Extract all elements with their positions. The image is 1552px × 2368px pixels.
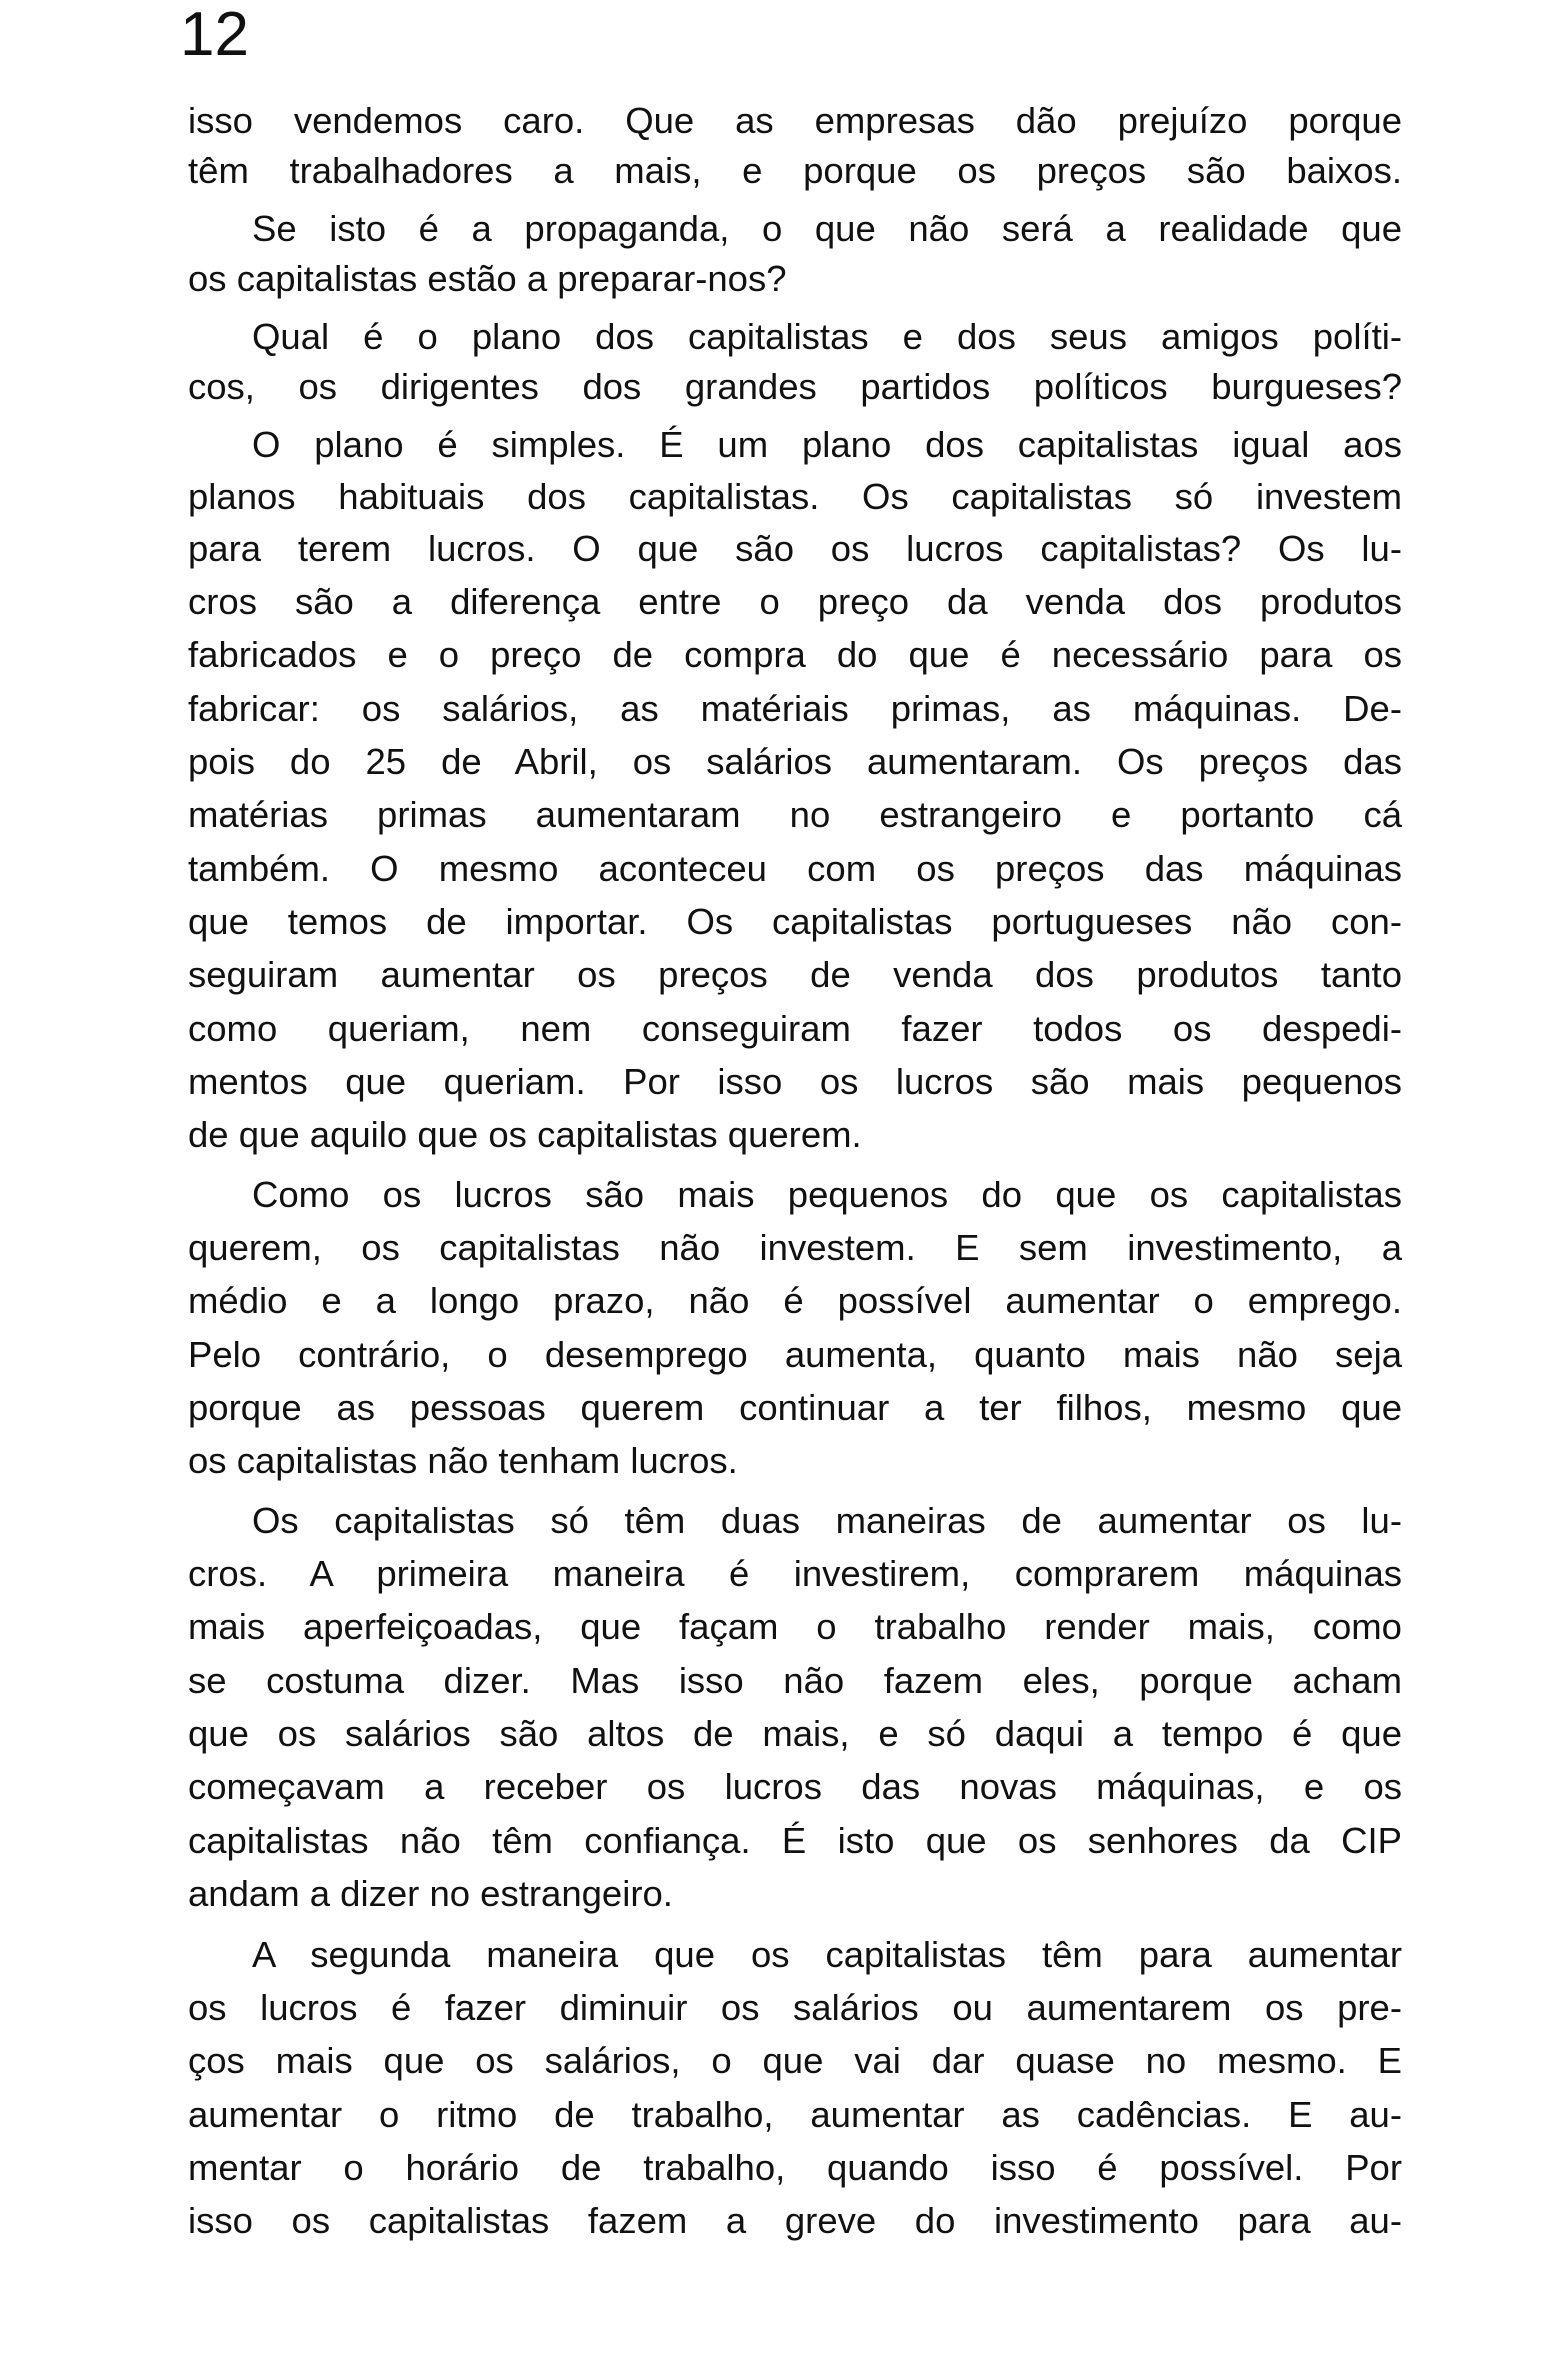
text-line: pois do 25 de Abril, os salários aumentaram. Os preços das <box>188 741 1402 782</box>
text-line: aumentar o ritmo de trabalho, aumentar as cadências. E au- <box>188 2094 1402 2135</box>
text-line: que temos de importar. Os capitalistas portugueses não con- <box>188 901 1402 942</box>
text-line: se costuma dizer. Mas isso não fazem eles, porque acham <box>188 1660 1402 1701</box>
text-line: porque as pessoas querem continuar a ter filhos, mesmo que <box>188 1387 1402 1428</box>
text-line: Os capitalistas só têm duas maneiras de aumentar os lu- <box>252 1500 1402 1541</box>
text-line: os lucros é fazer diminuir os salários ou aumentarem os pre- <box>188 1987 1402 2028</box>
text-line: para terem lucros. O que são os lucros capitalistas? Os lu- <box>188 528 1402 569</box>
text-line: de que aquilo que os capitalistas querem. <box>188 1114 862 1155</box>
text-line: matérias primas aumentaram no estrangeiro e portanto cá <box>188 794 1402 835</box>
text-line: querem, os capitalistas não investem. E sem investimento, a <box>188 1227 1402 1268</box>
text-line: capitalistas não têm confiança. É isto que os senhores da CIP <box>188 1820 1402 1861</box>
text-line: ços mais que os salários, o que vai dar quase no mesmo. E <box>188 2040 1402 2081</box>
text-line: isso os capitalistas fazem a greve do investimento para au- <box>188 2200 1402 2241</box>
text-line: Se isto é a propaganda, o que não será a realidade que <box>252 208 1402 249</box>
text-line: também. O mesmo aconteceu com os preços das máquinas <box>188 848 1402 889</box>
text-line: O plano é simples. É um plano dos capitalistas igual aos <box>252 424 1402 465</box>
text-line: fabricar: os salários, as matériais primas, as máquinas. De- <box>188 688 1402 729</box>
page-number: 12 <box>180 0 249 69</box>
text-line: Pelo contrário, o desemprego aumenta, quanto mais não seja <box>188 1334 1402 1375</box>
text-line: cos, os dirigentes dos grandes partidos políticos burgueses? <box>188 366 1402 407</box>
text-line: isso vendemos caro. Que as empresas dão prejuízo porque <box>188 100 1402 141</box>
text-line: cros. A primeira maneira é investirem, comprarem máquinas <box>188 1553 1402 1594</box>
text-line: A segunda maneira que os capitalistas têm para aumentar <box>252 1934 1402 1975</box>
text-line: cros são a diferença entre o preço da venda dos produtos <box>188 581 1402 622</box>
text-line: mentos que queriam. Por isso os lucros são mais pequenos <box>188 1061 1402 1102</box>
text-line: mais aperfeiçoadas, que façam o trabalho render mais, como <box>188 1606 1402 1647</box>
text-line: andam a dizer no estrangeiro. <box>188 1873 673 1914</box>
text-line: têm trabalhadores a mais, e porque os preços são baixos. <box>188 150 1402 191</box>
text-line: que os salários são altos de mais, e só daqui a tempo é que <box>188 1713 1402 1754</box>
text-line: médio e a longo prazo, não é possível aumentar o emprego. <box>188 1280 1402 1321</box>
text-line: os capitalistas estão a preparar-nos? <box>188 258 787 299</box>
text-line: começavam a receber os lucros das novas máquinas, e os <box>188 1766 1402 1807</box>
text-line: como queriam, nem conseguiram fazer todos os despedi- <box>188 1008 1402 1049</box>
text-line: Qual é o plano dos capitalistas e dos seus amigos políti- <box>252 316 1402 357</box>
text-line: seguiram aumentar os preços de venda dos produtos tanto <box>188 954 1402 995</box>
text-line: os capitalistas não tenham lucros. <box>188 1440 738 1481</box>
text-line: mentar o horário de trabalho, quando isso é possível. Por <box>188 2147 1402 2188</box>
text-line: Como os lucros são mais pequenos do que os capitalistas <box>252 1174 1402 1215</box>
text-line: planos habituais dos capitalistas. Os capitalistas só investem <box>188 476 1402 517</box>
text-line: fabricados e o preço de compra do que é necessário para os <box>188 634 1402 675</box>
